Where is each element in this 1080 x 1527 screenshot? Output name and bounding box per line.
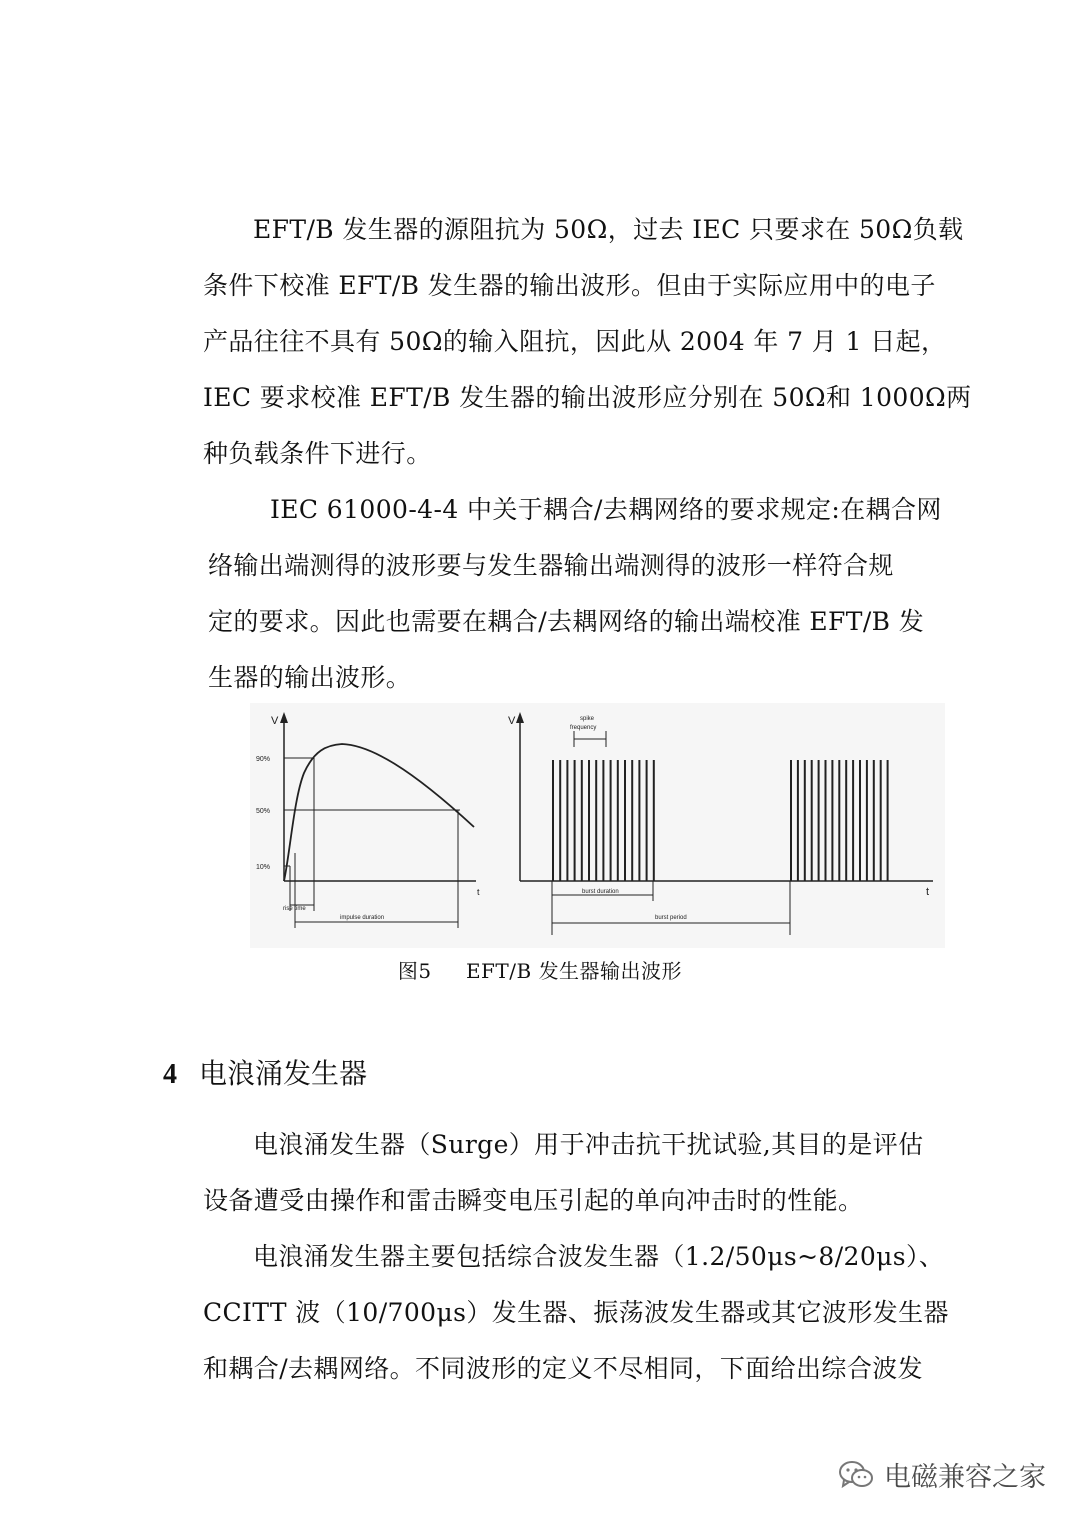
- wechat-watermark: [838, 1455, 1046, 1494]
- text-line: 产品往往不具有 50Ω的输入阻抗，因此从 2004 年 7 月 1 日起，: [203, 327, 947, 356]
- text-line: IEC 要求校准 EFT/B 发生器的输出波形应分别在 50Ω和 1000Ω两: [203, 383, 972, 412]
- text-line: 生器的输出波形。: [208, 663, 412, 692]
- figure-background: [250, 703, 945, 948]
- right-y-axis-label: V: [508, 715, 516, 727]
- eft-waveform-figure: [250, 703, 945, 948]
- paragraph-surge-components: [203, 1229, 949, 1397]
- section-title: 电浪涌发生器: [199, 1057, 368, 1090]
- figure-svg: [250, 703, 945, 948]
- text-line: 电浪涌发生器（Surge）用于冲击抗干扰试验,其目的是评估: [253, 1130, 924, 1159]
- frequency-label: frequency: [570, 725, 597, 731]
- impulse-duration-label: impulse duration: [340, 915, 385, 921]
- paragraph-cdn-requirement: [208, 482, 942, 706]
- burst-period-label: burst period: [655, 915, 687, 921]
- rise-time-label: rise time: [283, 906, 306, 912]
- text-line: 电浪涌发生器主要包括综合波发生器（1.2/50μs~8/20μs）、: [253, 1242, 945, 1271]
- section-number: 4: [163, 1059, 177, 1090]
- text-line: EFT/B 发生器的源阻抗为 50Ω，过去 IEC 只要求在 50Ω负载: [253, 215, 964, 244]
- text-line: 和耦合/去耦网络。不同波形的定义不尽相同，下面给出综合波发: [203, 1354, 924, 1383]
- text-line: 设备遭受由操作和雷击瞬变电压引起的单向冲击时的性能。: [203, 1186, 864, 1215]
- text-line: IEC 61000-4-4 中关于耦合/去耦网络的要求规定:在耦合网: [270, 495, 942, 524]
- text-line: 条件下校准 EFT/B 发生器的输出波形。但由于实际应用中的电子: [203, 271, 936, 300]
- tick-label-90: 90%: [256, 756, 271, 763]
- figure-caption: [0, 955, 1080, 984]
- section-heading: [163, 1052, 367, 1092]
- left-x-axis-label: t: [477, 887, 480, 897]
- text-line: 络输出端测得的波形要与发生器输出端测得的波形一样符合规: [208, 551, 894, 580]
- figure-caption-text: EFT/B 发生器输出波形: [465, 959, 683, 983]
- burst-duration-label: burst duration: [582, 889, 619, 895]
- tick-label-50: 50%: [256, 808, 271, 815]
- paragraph-surge-purpose: [203, 1117, 924, 1229]
- text-line: 种负载条件下进行。: [203, 439, 432, 468]
- spike-label: spike: [580, 716, 595, 722]
- left-y-axis-label: V: [271, 715, 279, 727]
- tick-label-10: 10%: [256, 864, 271, 871]
- right-x-axis-label: t: [926, 886, 930, 898]
- wechat-icon: [838, 1459, 874, 1491]
- figure-number: 图5: [397, 959, 432, 983]
- text-line: 定的要求。因此也需要在耦合/去耦网络的输出端校准 EFT/B 发: [208, 607, 925, 636]
- text-line: CCITT 波（10/700μs）发生器、振荡波发生器或其它波形发生器: [203, 1298, 949, 1327]
- paragraph-eft-source-impedance: [203, 202, 972, 482]
- watermark-text: 电磁兼容之家: [884, 1462, 1046, 1493]
